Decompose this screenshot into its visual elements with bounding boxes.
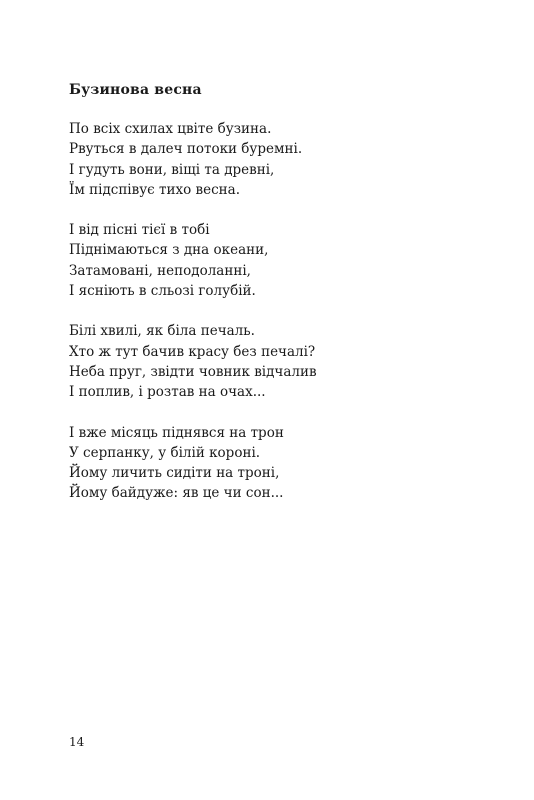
poem-line: Затамовані, неподоланні, (69, 262, 251, 279)
poem-line: Їм підспівує тихо весна. (69, 181, 241, 198)
poem-title: Бузинова весна (69, 82, 202, 98)
poem-line: Рвуться в далеч потоки буремні. (69, 141, 303, 158)
poem-line: Білі хвилі, як біла печаль. (69, 323, 255, 340)
poem-line: По всіх схилах цвіте бузина. (69, 121, 272, 137)
stanza-2 (69, 220, 489, 301)
poem-line: І від пісні тієї в тобі (69, 222, 210, 239)
poem-line: Неба пруг, звідти човник відчалив (69, 363, 317, 380)
poem-line: І вже місяць піднявся на трон (69, 424, 284, 441)
stanza-3 (69, 321, 489, 402)
poem-line: У серпанку, у білій короні. (69, 444, 261, 461)
poem-line: Йому байдуже: яв це чи сон... (69, 485, 284, 502)
poem-line: Піднімаються з дна океани, (69, 242, 269, 259)
poem-body (69, 119, 489, 524)
poem-line: І поплив, і розтав на очах... (69, 384, 266, 401)
page-number: 14 (69, 735, 85, 749)
poem-line: І гудуть вони, віщі та древні, (69, 161, 275, 178)
poem-line: Хто ж тут бачив красу без печалі? (69, 343, 316, 360)
stanza-4 (69, 423, 489, 504)
poem-line: Йому личить сидіти на троні, (69, 465, 280, 482)
poem-line: І ясніють в сльозі голубій. (69, 283, 256, 300)
stanza-1 (69, 119, 489, 200)
